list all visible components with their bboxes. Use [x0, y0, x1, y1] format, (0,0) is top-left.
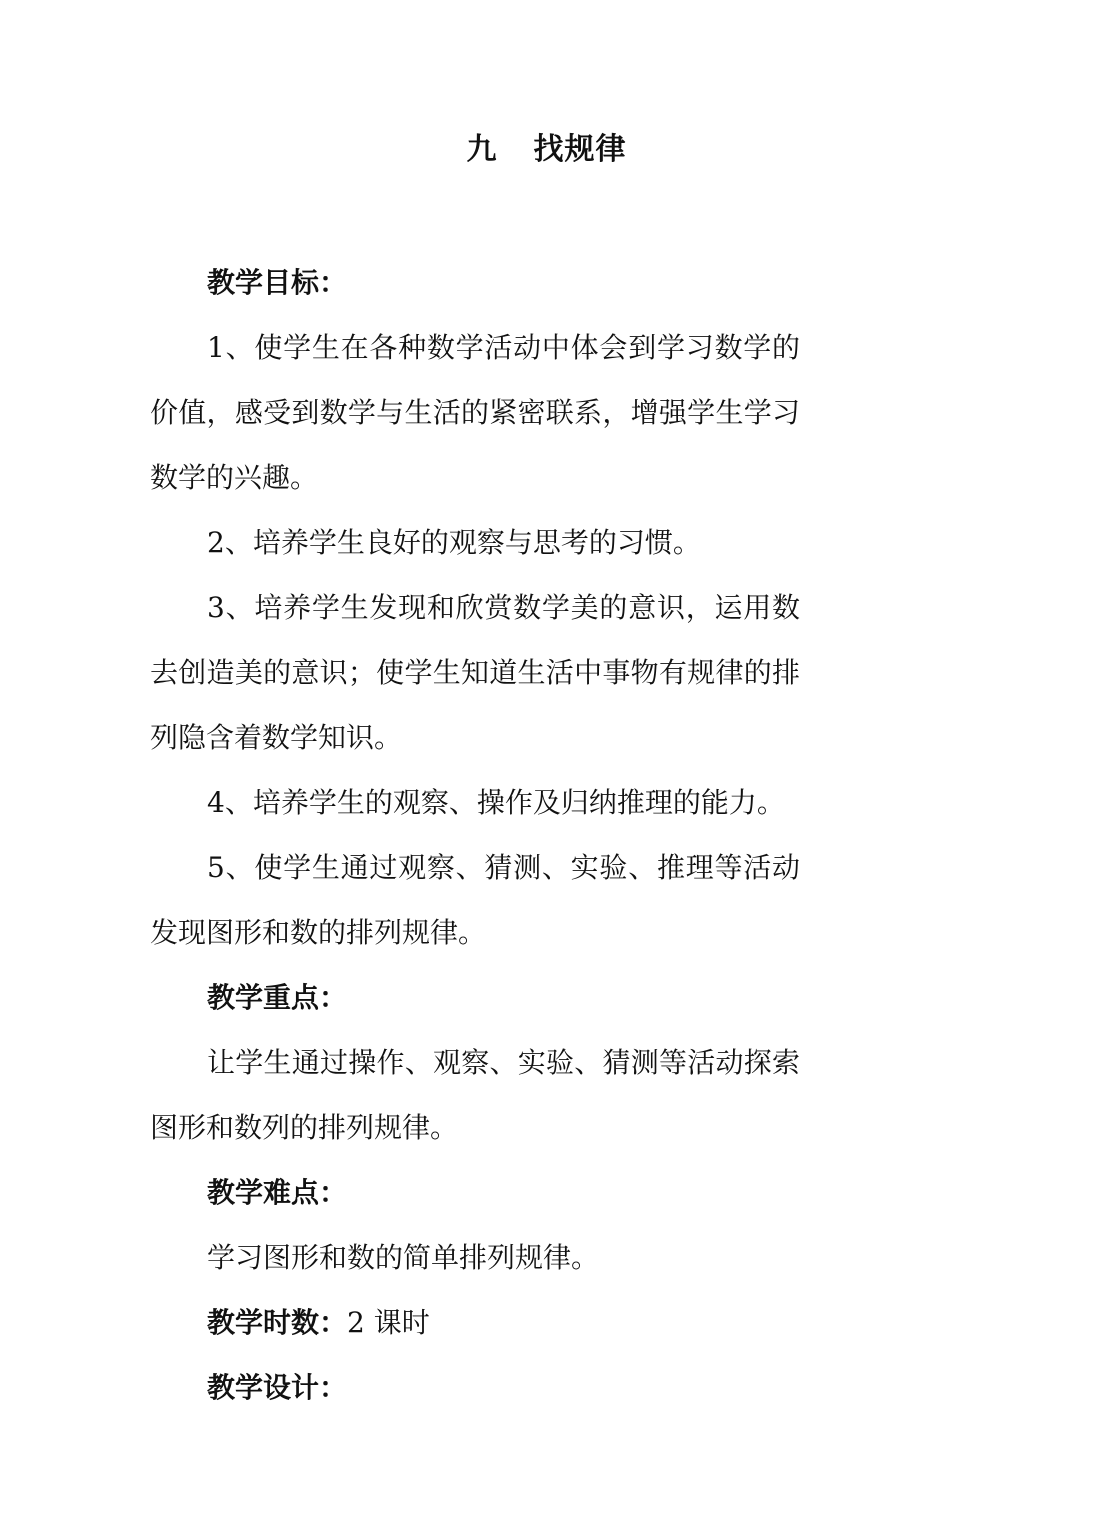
objective-item-1: 1、使学生在各种数学活动中体会到学习数学的价值，感受到数学与生活的紧密联系，增强学生学习数学的兴趣。 — [150, 331, 800, 494]
teaching-hours-value: 2 课时 — [347, 1306, 430, 1339]
objective-item-3: 3、培养学生发现和欣赏数学美的意识，运用数去创造美的意识；使学生知道生活中事物有规律的排列隐含着数学知识。 — [150, 591, 800, 754]
objective-item-2: 2、培养学生良好的观察与思考的习惯。 — [207, 526, 701, 559]
key-points-heading: 教学重点： — [207, 981, 348, 1014]
objective-item-5: 5、使学生通过观察、猜测、实验、推理等活动发现图形和数的排列规律。 — [150, 851, 800, 949]
difficulties-text: 学习图形和数的简单排列规律。 — [207, 1241, 600, 1274]
page-title — [0, 128, 1093, 172]
chapter-title: 找规律 — [533, 132, 627, 167]
key-points-text: 让学生通过操作、观察、实验、猜测等活动探索图形和数列的排列规律。 — [150, 1046, 800, 1144]
chapter-number: 九 — [466, 132, 498, 167]
design-heading: 教学设计： — [207, 1371, 348, 1404]
difficulties-heading: 教学难点： — [207, 1176, 348, 1209]
teaching-hours-label: 教学时数： — [207, 1306, 348, 1339]
objective-item-4: 4、培养学生的观察、操作及归纳推理的能力。 — [207, 786, 785, 819]
objectives-heading: 教学目标： — [207, 266, 348, 299]
teaching-hours — [150, 1290, 800, 1355]
document-body — [150, 250, 800, 1420]
